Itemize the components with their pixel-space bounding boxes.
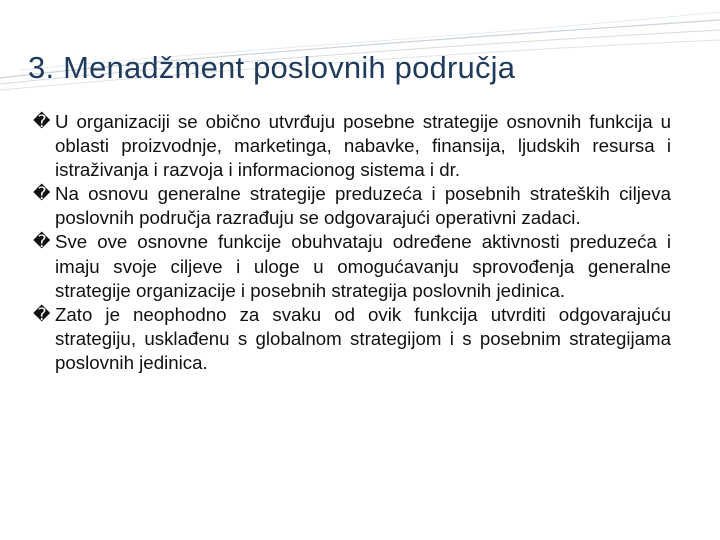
bullet-paragraph-3 <box>33 230 671 302</box>
bullet-glyph-icon: � <box>33 304 51 324</box>
bullet-glyph-icon: � <box>33 232 51 252</box>
bullet-glyph-icon: � <box>33 184 51 204</box>
slide-title: 3. Menadžment poslovnih područja <box>28 50 516 85</box>
bullet-paragraph-4 <box>33 303 671 375</box>
paragraph-text: Sve ove osnovne funkcije obuhvataju određene aktivnosti preduzeća i imaju svoje ciljeve i uloge u omogućavanju sprovođenja generalne strategije organizacije i posebnih strategija poslovnih jedinica. <box>55 231 671 301</box>
bullet-paragraph-1 <box>33 110 671 182</box>
slide-body <box>33 110 671 375</box>
paragraph-text: Zato je neophodno za svaku od ovik funkcija utvrditi odgovarajuću strategiju, usklađenu s globalnom strategijom i s posebnim strategijama poslovnih jedinica. <box>55 303 671 373</box>
paragraph-text: U organizaciji se obično utvrđuju posebne strategije osnovnih funkcija u oblasti proizvodnje, marketinga, nabavke, finansija, ljudskih resursa i istraživanja i razvoja i informacionog sistema i dr. <box>55 111 671 181</box>
bullet-paragraph-2 <box>33 182 671 230</box>
paragraph-text: Na osnovu generalne strategije preduzeća i posebnih strateških ciljeva poslovnih područja razrađuju se odgovarajući operativni zadaci. <box>55 183 671 229</box>
bullet-glyph-icon: � <box>33 112 51 131</box>
